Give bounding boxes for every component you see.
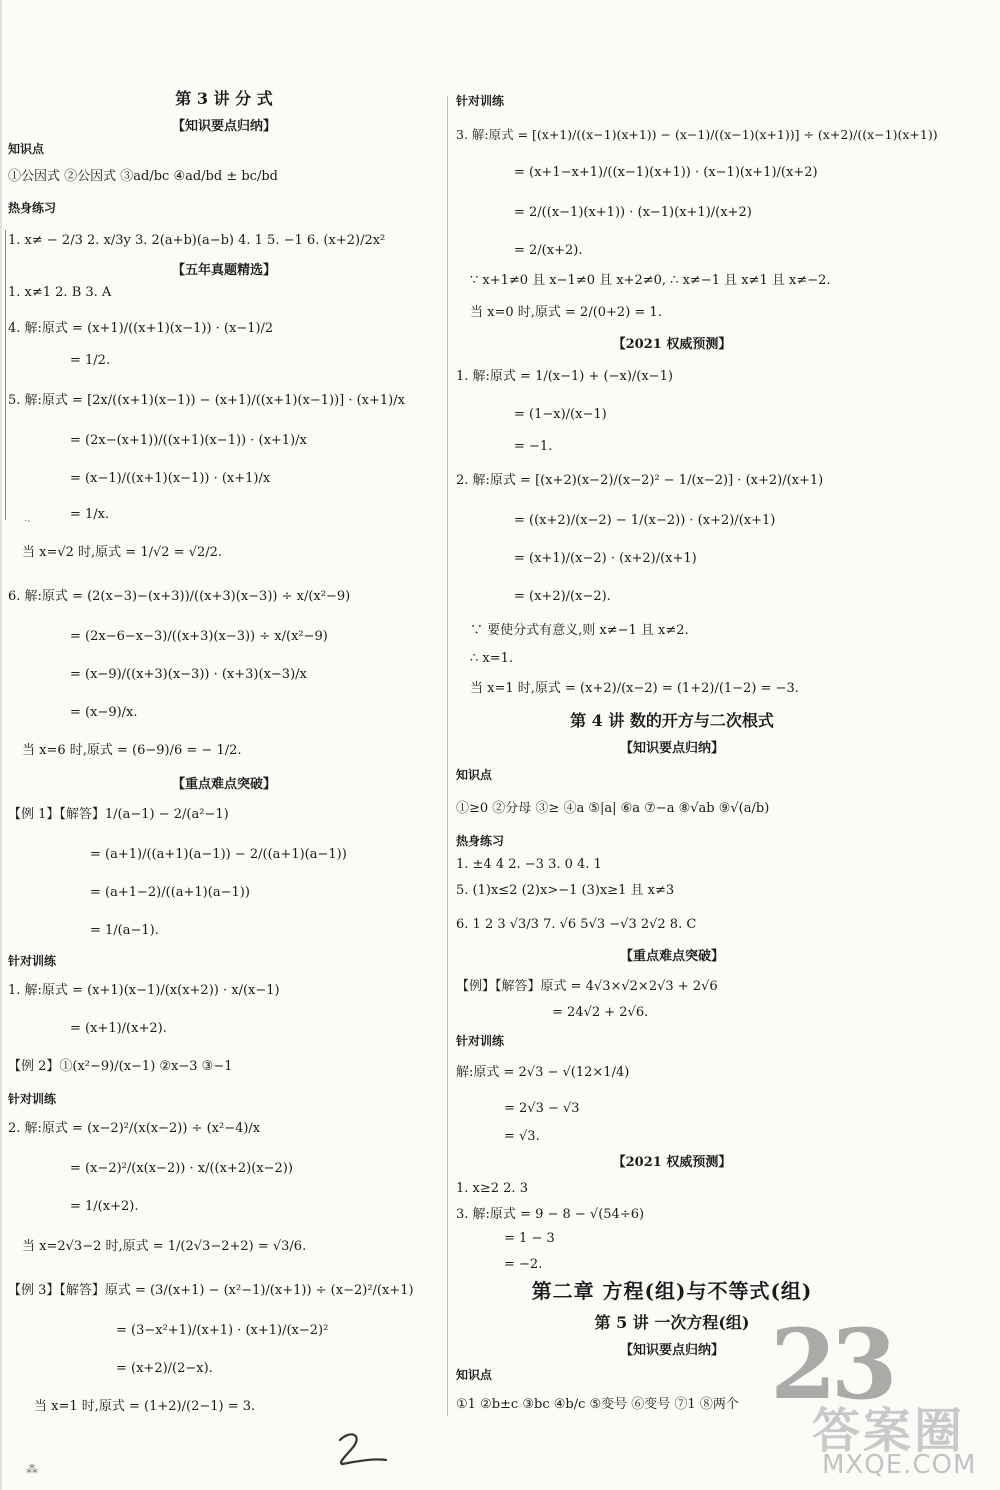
left-margin-rule xyxy=(5,230,6,520)
solution-line: 2. 解:原式 = (x−2)²/(x(x−2)) ÷ (x²−4)/x xyxy=(8,1121,261,1136)
solution-line: = 1/(x+2). xyxy=(70,1199,139,1214)
solution-line: = −2. xyxy=(504,1257,543,1272)
solution-line: = (2x−(x+1))/((x+1)(x−1)) · (x+1)/x xyxy=(70,433,307,448)
knowledge-points: ①公因式 ②公因式 ③ad/bc ④ad/bd ± bc/bd xyxy=(8,169,278,184)
solution-line: = (x+1)/(x+2). xyxy=(70,1021,167,1036)
warmup-answers: 6. 1 2 3 √3/3 7. √6 5√3 −√3 2√2 8. C xyxy=(456,917,697,932)
knowledge-points: ①≥0 ②分母 ③≥ ④a ⑤|a| ⑥a ⑦−a ⑧√ab ⑨√(a/b) xyxy=(456,801,770,816)
subheading: 知识点 xyxy=(456,768,493,782)
stray-mark: ·- xyxy=(24,516,31,527)
warmup-answers: 1. x≠ − 2/3 2. x/3y 3. 2(a+b)(a−b) 4. 1 5. −1 6. (x+2)/2x² xyxy=(8,233,386,248)
solution-line: = (x+1)/(x−2) · (x+2)/(x+1) xyxy=(514,551,697,566)
example-line: = 1/(a−1). xyxy=(90,923,159,938)
example-line: 【例】【解答】原式 = 4√3×√2×2√3 + 2√6 xyxy=(456,979,718,994)
subheading: 针对训练 xyxy=(456,94,505,108)
watermark-url: MXQE.COM xyxy=(822,1450,977,1480)
solution-line: 1. 解:原式 = (x+1)(x−1)/(x(x+2)) · x/(x−1) xyxy=(8,983,280,998)
section-heading: 【2021 权威预测】 xyxy=(612,337,732,352)
binding-margin xyxy=(0,0,2,1490)
page-number: 23 xyxy=(770,1308,892,1421)
solution-line: = 1 − 3 xyxy=(504,1231,555,1246)
solution-line: 2. 解:原式 = [(x+2)(x−2)/(x−2)² − 1/(x−2)] · (x+2)/(x+1) xyxy=(456,473,824,488)
solution-line: 3. 解:原式 = [(x+1)/((x−1)(x+1)) − (x−1)/((x−1)(x+1))] ÷ (x+2)/((x−1)(x+1)) xyxy=(456,127,938,142)
solution-line: = (1−x)/(x−1) xyxy=(514,407,607,422)
section-heading: 【重点难点突破】 xyxy=(619,949,724,964)
solution-line: = ((x+2)/(x−2) − 1/(x−2)) · (x+2)/(x+1) xyxy=(514,513,776,528)
solution-line: 1. 解:原式 = 1/(x−1) + (−x)/(x−1) xyxy=(456,369,673,384)
stray-mark: ⁂ xyxy=(26,1462,38,1476)
subheading: 针对训练 xyxy=(8,954,57,968)
example-line: = (a+1−2)/((a+1)(a−1)) xyxy=(90,885,250,900)
example-line: = 24√2 + 2√6. xyxy=(552,1005,649,1020)
subheading: 热身练习 xyxy=(456,834,505,848)
knowledge-points: ①1 ②b±c ③bc ④b/c ⑤变号 ⑥变号 ⑦1 ⑧两个 xyxy=(456,1397,739,1412)
solution-line: = 2/((x−1)(x+1)) · (x−1)(x+1)/(x+2) xyxy=(514,205,752,220)
subheading: 知识点 xyxy=(456,1368,493,1382)
example-line: = (x+2)/(2−x). xyxy=(116,1361,213,1376)
solution-line: = 2/(x+2). xyxy=(514,243,583,258)
solution-line: ∴ x=1. xyxy=(470,651,514,666)
example-line: 【例 3】【解答】原式 = (3/(x+1) − (x²−1)/(x+1)) ÷ (x−2)²/(x+1) xyxy=(8,1283,414,1298)
solution-line: ∵ 要使分式有意义,则 x≠−1 且 x≠2. xyxy=(470,623,689,638)
watermark-logo: 答案圈 xyxy=(812,1403,966,1459)
section-heading: 【知识要点归纳】 xyxy=(619,1343,724,1358)
section-heading: 【五年真题精选】 xyxy=(171,263,276,278)
solution-line: = (x+1−x+1)/((x−1)(x+1)) · (x−1)(x+1)/(x+2) xyxy=(514,165,818,180)
solution-line: = 2√3 − √3 xyxy=(504,1101,580,1116)
example-line: 当 x=1 时,原式 = (1+2)/(2−1) = 3. xyxy=(34,1399,256,1414)
example-line: 【例 1】【解答】1/(a−1) − 2/(a²−1) xyxy=(8,807,229,822)
solution-line: 3. 解:原式 = 9 − 8 − √(54÷6) xyxy=(456,1207,645,1222)
column-divider xyxy=(447,96,448,1416)
solution-line: 当 x=0 时,原式 = 2/(0+2) = 1. xyxy=(470,305,662,320)
solution-line: 当 x=6 时,原式 = (6−9)/6 = − 1/2. xyxy=(22,743,242,758)
subheading: 知识点 xyxy=(8,142,45,156)
example-line: 【例 2】①(x²−9)/(x−1) ②x−3 ③−1 xyxy=(8,1059,233,1074)
subheading: 针对训练 xyxy=(8,1092,57,1106)
solution-line: 4. 解:原式 = (x+1)/((x+1)(x−1)) · (x−1)/2 xyxy=(8,321,274,336)
section-heading: 【2021 权威预测】 xyxy=(612,1155,732,1170)
solution-line: = (x−2)²/(x(x−2)) · x/((x+2)(x−2)) xyxy=(70,1161,293,1176)
example-line: = (3−x²+1)/(x+1) · (x+1)/(x−2)² xyxy=(116,1323,329,1338)
solution-line: = −1. xyxy=(514,439,553,454)
solution-line: 当 x=1 时,原式 = (x+2)/(x−2) = (1+2)/(1−2) = −3. xyxy=(470,681,799,696)
lesson-3-title: 第 3 讲 分 式 xyxy=(175,89,273,108)
solution-line: ∵ x+1≠0 且 x−1≠0 且 x+2≠0, ∴ x≠−1 且 x≠1 且 x≠−2. xyxy=(470,273,831,288)
answer-line: 1. x≠1 2. B 3. A xyxy=(8,285,112,300)
solution-line: = (x+2)/(x−2). xyxy=(514,589,611,604)
solution-line: = (x−9)/x. xyxy=(70,705,138,720)
solution-line: = (x−9)/((x+3)(x−3)) · (x+3)(x−3)/x xyxy=(70,667,307,682)
lesson-4-title: 第 4 讲 数的开方与二次根式 xyxy=(570,711,774,730)
subheading: 热身练习 xyxy=(8,201,57,215)
warmup-answers: 1. ±4 4 2. −3 3. 0 4. 1 xyxy=(456,857,602,872)
example-line: = (a+1)/((a+1)(a−1)) − 2/((a+1)(a−1)) xyxy=(90,847,347,862)
solution-line: 6. 解:原式 = (2(x−3)−(x+3))/((x+3)(x−3)) ÷ x/(x²−9) xyxy=(8,589,351,604)
solution-line: = 1/x. xyxy=(70,507,110,522)
solution-line: 当 x=√2 时,原式 = 1/√2 = √2/2. xyxy=(22,545,223,560)
section-heading: 【知识要点归纳】 xyxy=(619,741,724,756)
section-heading: 【重点难点突破】 xyxy=(171,777,276,792)
warmup-answers: 5. (1)x≤2 (2)x>−1 (3)x≥1 且 x≠3 xyxy=(456,883,675,898)
lesson-5-title: 第 5 讲 一次方程(组) xyxy=(594,1313,750,1332)
section-heading: 【知识要点归纳】 xyxy=(171,119,276,134)
subheading: 针对训练 xyxy=(456,1034,505,1048)
solution-line: = √3. xyxy=(504,1129,540,1144)
solution-line: = 1/2. xyxy=(70,353,111,368)
answer-line: 1. x≥2 2. 3 xyxy=(456,1181,528,1196)
solution-line: 当 x=2√3−2 时,原式 = 1/(2√3−2+2) = √3/6. xyxy=(22,1239,307,1254)
solution-line: = (x−1)/((x+1)(x−1)) · (x+1)/x xyxy=(70,471,271,486)
solution-line: = (2x−6−x−3)/((x+3)(x−3)) ÷ x/(x²−9) xyxy=(70,629,328,644)
chapter-title: 第二章 方程(组)与不等式(组) xyxy=(531,1279,813,1303)
handwritten-scribble xyxy=(332,1428,392,1468)
solution-line: 5. 解:原式 = [2x/((x+1)(x−1)) − (x+1)/((x+1)(x−1))] · (x+1)/x xyxy=(8,393,405,408)
solution-line: 解:原式 = 2√3 − √(12×1/4) xyxy=(456,1065,630,1080)
